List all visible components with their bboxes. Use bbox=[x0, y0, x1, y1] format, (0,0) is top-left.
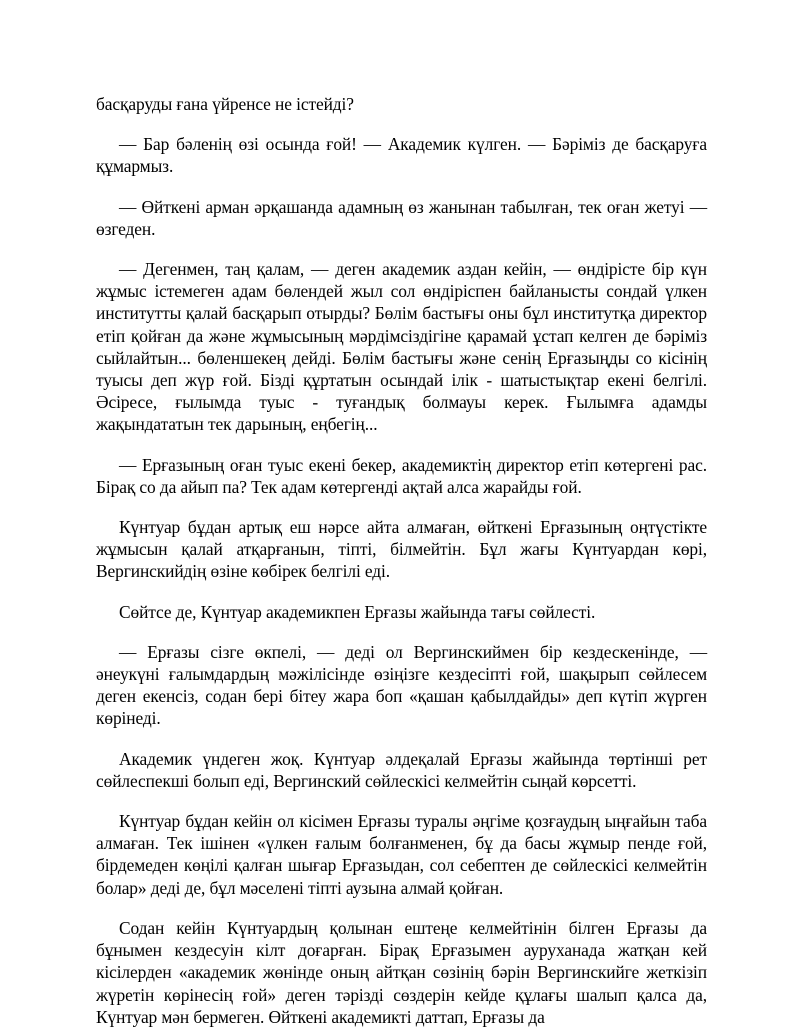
paragraph: Күнтуар бұдан артық еш нәрсе айта алмаған, өйткені Ерғазының оңтүстікте жұмысын қалай атқарғанын, тіпті, білмейтін. Бұл жағы Күнтуардан көрі, Вергинскийдің өзіне көбірек белгілі еді. bbox=[96, 517, 707, 582]
paragraph: — Дегенмен, таң қалам, — деген академик аздан кейін, — өндірісте бір күн жұмыс істемеген адам бөлендей жыл сол өндіріспен байланысты сондай үлкен институтты қалай басқарып отырды? Бөлім бастығы оны бұл институтқа директор етіп қойған да және жұмысының мәрдімсіздігіне қарамай ұстап келген де бәріміз сыйлайтын... бөленшекең дейді. Бөлім бастығы және сенің Ерғазыңды со кісінің туысы деп жүр ғой. Бізді құртатын осындай ілік - шатыстықтар екені белгілі. Әсіресе, ғылымда туыс - туғандық болмауы керек. Ғылымға адамды жақындататын тек дарының, еңбегің... bbox=[96, 259, 707, 435]
paragraph: Сөйтсе де, Күнтуар академикпен Ерғазы жайында тағы сөйлесті. bbox=[119, 601, 596, 622]
paragraph: Академик үндеген жоқ. Күнтуар әлдеқалай Ерғазы жайында төртінші рет сөйлеспекші болып еді, Вергинский сөйлескісі келмейтін сыңай көрсетті. bbox=[96, 748, 707, 791]
document-page bbox=[96, 93, 707, 1028]
paragraph: — Ерғазы сізге өкпелі, — деді ол Вергинскиймен бір кездескенінде, — әнеукүні ғалымдардың мәжілісінде өзіңізге кездесіпті ғой, шақырып сөйлесем деген екенсіз, содан бері бітеу жара боп «қашан қабылдайды» деп күтіп жүрген көрінеді. bbox=[96, 641, 707, 729]
paragraph: Содан кейін Күнтуардың қолынан ештеңе келмейтінін білген Ерғазы да бұнымен кездесуін кілт доғарған. Бірақ Ерғазымен ауруханада жатқан кей кісілерден «академик жөнінде оның айтқан сөзінің бәрін Вергинскийге жеткізіп жүретін көрінесің ғой» деген тәрізді сөздерін кейде құлағы шалып қалса да, Күнтуар мән бермеген. Өйткені академикті даттап, Ерғазы да bbox=[96, 917, 707, 1027]
paragraph: басқаруды ғана үйренсе не істейді? bbox=[96, 94, 354, 114]
paragraph: — Өйткені арман әрқашанда адамның өз жанынан табылған, тек оған жетуі — өзгеден. bbox=[96, 196, 707, 239]
paragraph: — Бар бәленің өзі осында ғой! — Академик күлген. — Бәріміз де басқаруға құмармыз. bbox=[96, 134, 707, 177]
paragraph: — Ерғазының оған туыс екені бекер, академиктің директор етіп көтергені рас. Бірақ со да айып па? Тек адам көтергенді ақтай алса жарайды ғой. bbox=[96, 454, 707, 497]
paragraph: Күнтуар бұдан кейін ол кісімен Ерғазы туралы әңгіме қозғаудың ыңғайын таба алмаған. Тек ішінен «үлкен ғалым болғанменен, бұ да басы жұмыр пенде ғой, бірдемеден көңілі қалған шығар Ерғазыдан, сол себептен де сөйлескісі келмейтін болар» деді де, бұл мәселені тіпті аузына алмай қойған. bbox=[96, 811, 707, 898]
